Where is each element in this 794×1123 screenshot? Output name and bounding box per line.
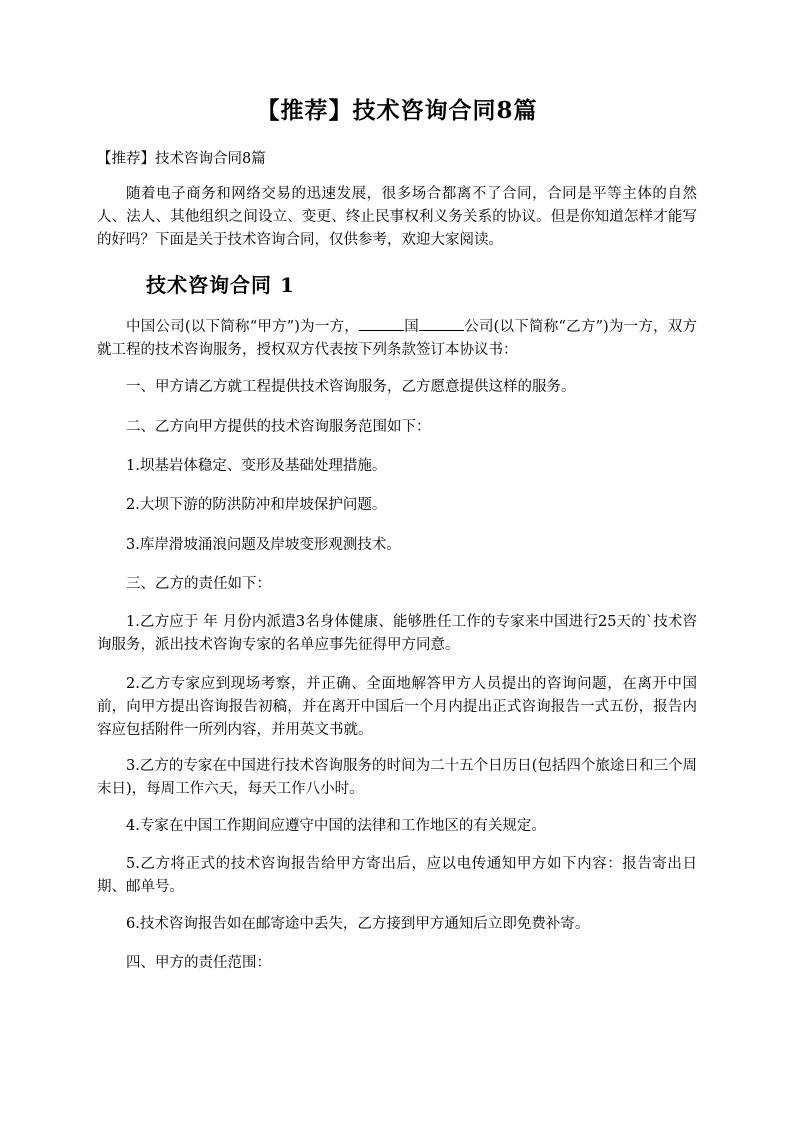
clause-3-item-2: 2.乙方专家应到现场考察，并正确、全面地解答甲方人员提出的咨询问题，在离开中国前，向甲方提出咨询报告初稿，并在离开中国后一个月内提出正式咨询报告一式五份，报告内容应包括附件一所列内容，并用英文书就。 (97, 676, 697, 738)
parties-text-2: 国 (404, 319, 419, 335)
section-heading: 技术咨询合同 1 (146, 273, 295, 297)
clause-3: 三、乙方的责任如下： (126, 576, 271, 592)
clause-2-item-3: 3.库岸滑坡涌浪问题及岸坡变形观测技术。 (126, 537, 401, 553)
document-title: 【推荐】技术咨询合同8篇 (256, 97, 538, 124)
parties-text-1: 中国公司(以下简称“甲方”)为一方， (126, 319, 360, 335)
clause-3-item-3: 3.乙方的专家在中国进行技术咨询服务的时间为二十五个日历日(包括四个旅途日和三个周末日)，每周工作六天，每天工作八小时。 (97, 758, 697, 797)
clause-2: 二、乙方向甲方提供的技术咨询服务范围如下： (126, 419, 431, 435)
blank-line-country (359, 316, 404, 331)
clause-4: 四、甲方的责任范围： (126, 955, 271, 971)
parties-paragraph (97, 316, 697, 362)
clause-3-item-1: 1.乙方应于 年 月份内派遣3名身体健康、能够胜任工作的专家来中国进行25天的`技术咨询服务，派出技术咨询专家的名单应事先征得甲方同意。 (97, 614, 697, 653)
clause-3-item-4: 4.专家在中国工作期间应遵守中国的法律和工作地区的有关规定。 (126, 818, 546, 834)
intro-paragraph: 随着电子商务和网络交易的迅速发展，很多场合都离不了合同，合同是平等主体的自然人、法人、其他组织之间设立、变更、终止民事权利义务关系的协议。但是你知道怎样才能写的好吗？下面是关于技术咨询合同，仅供参考，欢迎大家阅读。 (97, 186, 697, 248)
clause-3-item-5: 5.乙方将正式的技术咨询报告给甲方寄出后，应以电传通知甲方如下内容：报告寄出日期、邮单号。 (97, 856, 697, 895)
document-subtitle: 【推荐】技术咨询合同8篇 (97, 151, 266, 167)
blank-line-company (419, 316, 464, 331)
clause-2-item-2: 2.大坝下游的防洪防冲和岸坡保护问题。 (126, 497, 387, 513)
parties-text-3: 公司(以下简称“乙方”)为一方，双方就工程的技术咨询服务，授权双方代表按下列条款签订本协议书： (97, 319, 698, 358)
clause-1: 一、甲方请乙方就工程提供技术咨询服务，乙方愿意提供这样的服务。 (126, 379, 576, 395)
clause-2-item-1: 1.坝基岩体稳定、变形及基础处理措施。 (126, 458, 387, 474)
clause-3-item-6: 6.技术咨询报告如在邮寄途中丢失，乙方接到甲方通知后立即免费补寄。 (126, 916, 590, 932)
